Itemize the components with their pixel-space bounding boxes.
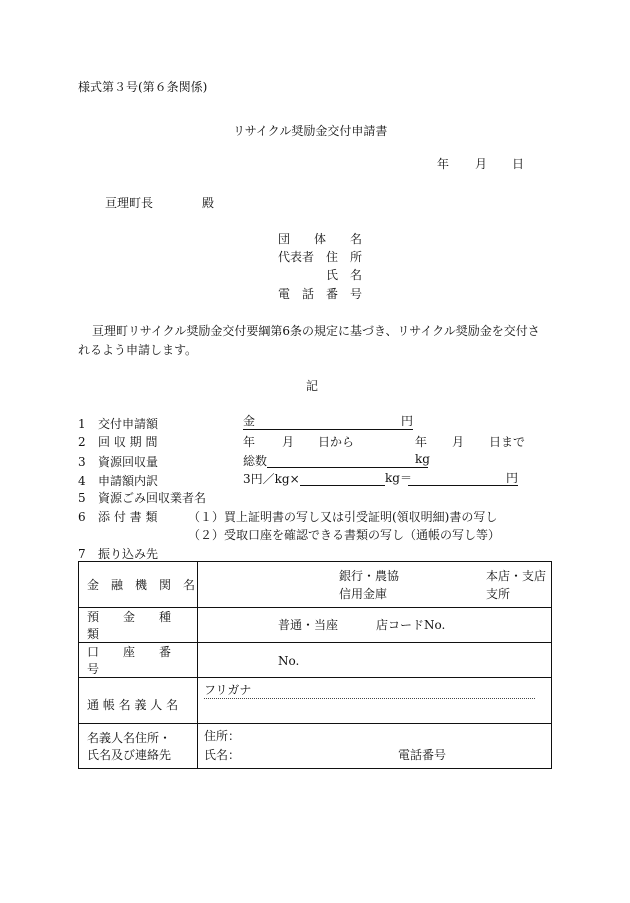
- item-4-mid: kg＝: [385, 471, 412, 485]
- item-4-label: 申請額内訳: [98, 474, 159, 488]
- amount-blank[interactable]: [243, 415, 413, 430]
- phone-label: 電 話 番 号: [278, 287, 363, 301]
- item-5-number: 5: [78, 491, 86, 505]
- table-row: [79, 608, 552, 643]
- addressee-name: 亘理町長: [105, 196, 154, 210]
- holder-address-label-line1: 名義人名住所・: [87, 731, 172, 745]
- item-4-prefix: 3円／kg×: [243, 472, 300, 486]
- item-3-unit: kg: [415, 452, 430, 466]
- institution-label: 金 融 機 関 名: [79, 562, 198, 608]
- furigana-label: フリガナ: [204, 683, 252, 697]
- period-end-month: 月: [452, 435, 465, 449]
- body-text-line2: れるよう申請します。: [78, 343, 198, 357]
- item-1-number: 1: [78, 417, 86, 431]
- deposit-type-cell[interactable]: [198, 608, 552, 643]
- item-2-number: 2: [78, 435, 86, 449]
- rep-address-label: 代表者 住 所: [278, 250, 363, 264]
- furigana-dotted-line: [204, 698, 535, 699]
- quantity-blank[interactable]: [267, 453, 428, 468]
- institution-cell[interactable]: [198, 562, 552, 608]
- account-no: No.: [278, 653, 300, 668]
- item-4-number: 4: [78, 474, 86, 488]
- honten-shiten: 本店・支店: [486, 569, 547, 583]
- item-3-number: 3: [78, 455, 86, 469]
- deposit-type-label: 預 金 種 類: [79, 608, 198, 643]
- rep-name-label: 氏 名: [326, 268, 363, 282]
- account-number-label: 口 座 番 号: [79, 643, 198, 678]
- item-7-number: 7: [78, 547, 86, 561]
- holder-address-label-line2: 氏名及び連絡先: [87, 748, 172, 762]
- breakdown-yen-blank[interactable]: [408, 471, 518, 486]
- bank-nokyo: 銀行・農協: [339, 569, 400, 583]
- table-row: [79, 678, 552, 724]
- form-label: 様式第３号(第６条関係): [78, 80, 208, 94]
- date-month: 月: [475, 157, 488, 171]
- breakdown-kg-blank[interactable]: [300, 471, 385, 486]
- item-6-label: 添 付 書 類: [98, 510, 158, 524]
- item-2-label: 回 収 期 間: [98, 435, 158, 449]
- holder-address-cell[interactable]: [198, 724, 552, 769]
- phone-field-label: 電話番号: [398, 748, 447, 762]
- attachment-doc-1: （１）買上証明書の写し又は引受証明(領収明細)書の写し: [188, 510, 498, 524]
- item-1-prefix: 金: [243, 414, 256, 428]
- shisho: 支所: [486, 587, 511, 601]
- period-start-year: 年: [243, 435, 256, 449]
- item-1-label: 交付申請額: [98, 417, 159, 431]
- account-holder-label: [79, 678, 198, 724]
- name-field-label: 氏名：: [204, 748, 241, 762]
- account-number-cell[interactable]: [198, 643, 552, 678]
- period-start-day: 日から: [318, 435, 355, 449]
- body-text-line1: 亘理町リサイクル奨励金交付要綱第6条の規定に基づき、リサイクル奨励金を交付さ: [92, 324, 540, 338]
- date-day: 日: [512, 157, 525, 171]
- account-holder-label-text: 通 帳 名 義 人 名: [87, 698, 179, 712]
- account-holder-cell[interactable]: [198, 678, 552, 724]
- group-name-label: 団 体 名: [278, 232, 363, 246]
- item-5-label: 資源ごみ回収業者名: [98, 491, 207, 505]
- table-row: [79, 643, 552, 678]
- shinyo-kinko: 信用金庫: [339, 587, 388, 601]
- item-3-label: 資源回収量: [98, 455, 159, 469]
- branch-code: 店コードNo.: [376, 617, 446, 632]
- ki-heading: 記: [306, 379, 319, 393]
- item-3-prefix: 総数: [243, 454, 268, 468]
- address-field-label: 住所：: [204, 729, 241, 743]
- period-start-month: 月: [282, 435, 295, 449]
- item-7-label: 振り込み先: [98, 547, 159, 561]
- deposit-types: 普通・当座: [278, 617, 339, 632]
- item-1-suffix: 円: [401, 414, 414, 428]
- table-row: [79, 562, 552, 608]
- page-title: リサイクル奨励金交付申請書: [233, 124, 388, 138]
- date-year: 年: [437, 157, 450, 171]
- bank-info-table: [78, 561, 552, 769]
- item-6-number: 6: [78, 510, 86, 524]
- addressee-honorific: 殿: [202, 196, 215, 210]
- period-end-day: 日まで: [489, 435, 526, 449]
- item-4-suffix: 円: [506, 471, 519, 485]
- holder-address-label: [79, 724, 198, 769]
- period-end-year: 年: [415, 435, 428, 449]
- attachment-doc-2: （２）受取口座を確認できる書類の写し（通帳の写し等）: [188, 528, 501, 542]
- table-row: [79, 724, 552, 769]
